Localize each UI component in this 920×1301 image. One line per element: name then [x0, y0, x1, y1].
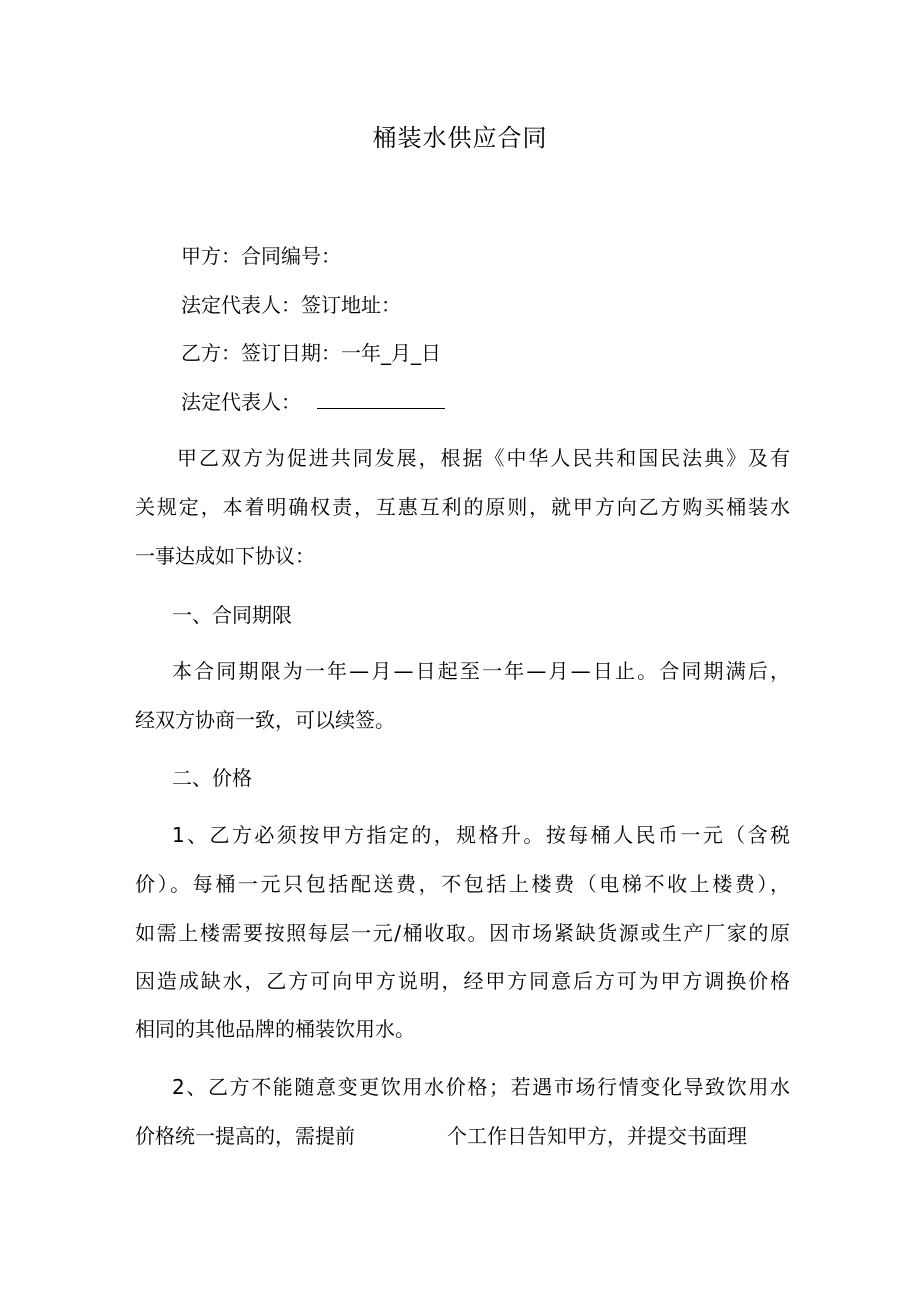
legal-rep-label: 法定代表人： [181, 390, 301, 414]
document-title: 桶装水供应合同 [372, 124, 548, 152]
section-2-item-2-line-1: 2、乙方不能随意变更饮用水价格；若遇市场行情变化导致饮用水 [172, 1075, 790, 1099]
section-2-item-1-line-1: 1、乙方必须按甲方指定的，规格升。按每桶人民币一元（含税 [172, 823, 790, 847]
section-1-line-1: 本合同期限为一年—月—日起至一年—月—日止。合同期满后， [172, 659, 790, 683]
item-2-text-after-blank: 个工作日告知甲方，并提交书面理 [447, 1124, 747, 1148]
section-1-line-2: 经双方协商一致，可以续签。 [135, 708, 395, 732]
section-2-item-1-line-3: 如需上楼需要按照每层一元/桶收取。因市场紧缺货源或生产厂家的原 [135, 921, 790, 945]
item-2-text-before-blank: 价格统一提高的，需提前 [135, 1124, 355, 1148]
section-2-item-1-line-5: 相同的其他品牌的桶装饮用水。 [135, 1017, 415, 1041]
intro-line-2: 关规定，本着明确权责，互惠互利的原则，就甲方向乙方购买桶装水 [135, 495, 790, 519]
section-1-heading: 一、合同期限 [172, 603, 292, 627]
signature-blank [317, 390, 445, 409]
intro-line-1: 甲乙双方为促进共同发展，根据《中华人民共和国民法典》及有 [177, 446, 790, 470]
intro-line-3: 一事达成如下协议： [135, 544, 315, 568]
legal-rep-address-line: 法定代表人：签订地址： [181, 293, 401, 317]
party-a-line: 甲方：合同编号： [181, 244, 341, 268]
section-2-heading: 二、价格 [172, 766, 252, 790]
section-2-item-1-line-4: 因造成缺水，乙方可向甲方说明，经甲方同意后方可为甲方调换价格 [135, 969, 790, 993]
party-b-date-line: 乙方：签订日期：一年_月_日 [181, 341, 441, 365]
legal-rep-line [181, 388, 836, 416]
section-2-item-2-line-2 [135, 1122, 790, 1150]
section-2-item-1-line-2: 价）。每桶一元只包括配送费，不包括上楼费（电梯不收上楼费）， [135, 872, 790, 896]
